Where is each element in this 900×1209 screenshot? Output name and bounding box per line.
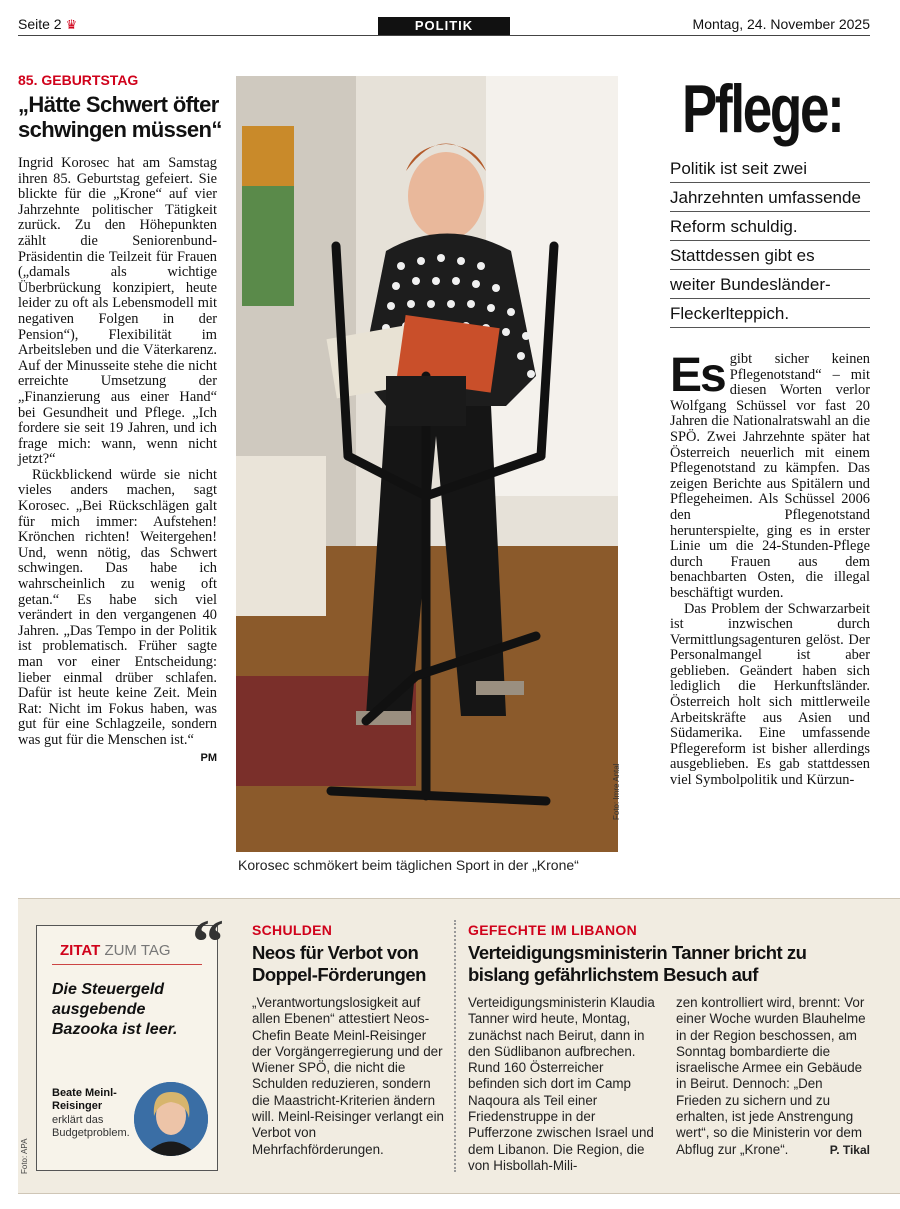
quote-label bbox=[60, 942, 171, 959]
right-paragraph-2: Das Problem der Schwarzarbeit ist inzwischen durch Vermittlungsagenturen gelöst. Der Personalmangel ist aber geblieben. Geändert haben sich lediglich die Herkunftsländer. Österreich holt sich mittlerweile Arbeitskräfte aus Asien und Südamerika. Eine umfassende Pflegereform ist bisher allerdings ausgeblieben. Es gab stattdessen viel Symbolpolitik und Kürzun- bbox=[670, 600, 870, 789]
libanon-kicker: GEFECHTE IM LIBANON bbox=[468, 922, 638, 938]
right-paragraph-1 bbox=[670, 349, 870, 602]
quote-photo-credit: Foto: APA bbox=[20, 1138, 29, 1174]
section-label: POLITIK bbox=[378, 17, 510, 35]
quotation-mark-icon: “ bbox=[192, 906, 224, 977]
deck-line: Fleckerlteppich. bbox=[670, 299, 870, 328]
left-paragraph-2-text: Rückblickend würde sie nicht vieles anders machen, sagt Korosec. „Bei Rückschlägen galt für mich immer: Aufstehen! Krönchen richten! Weitergehen! Und, wenn nötig, das Schwert schwingen. Das habe ich wahrscheinlich zu wenig oft getan.“ Es habe sich viel verändert in den vergangenen 40 Jahren. „Das Tempo in der Politik ist problematisch. Früher sagte man vor einer Entscheidung: lieber einmal drüber schlafen. Dafür ist heute keine Zeit. Mein Rat: Nicht im Fokus haben, was gut für eine Schlagzeile, sondern was gut für die Menschen ist.“ bbox=[18, 466, 217, 748]
schulden-kicker: SCHULDEN bbox=[252, 922, 333, 938]
photo-caption: Korosec schmökert beim täglichen Sport in der „Krone“ bbox=[238, 857, 579, 873]
left-headline: „Hätte Schwert öfter schwingen müssen“ bbox=[18, 92, 222, 142]
libanon-signature: P. Tikal bbox=[829, 1142, 870, 1157]
deck-line: Politik ist seit zwei bbox=[670, 154, 870, 183]
drop-cap: Es bbox=[670, 349, 725, 402]
libanon-column-2 bbox=[676, 995, 870, 1158]
quote-author: Beate Meinl-Reisinger bbox=[52, 1087, 117, 1112]
left-paragraph-2 bbox=[18, 466, 217, 764]
crown-icon: ♛ bbox=[65, 17, 78, 32]
libanon-column-1: Verteidigungsministerin Klaudia Tanner wird heute, Montag, zunächst nach Beirut, dann in den Südlibanon aufbrechen. Rund 160 Österreicher befinden sich dort im Camp Naqoura als Teil einer Friedenstruppe in der Pufferzone zwischen Israel und dem Libanon. Die Region, die von Hisbollah-Mili- bbox=[468, 995, 655, 1173]
page-header bbox=[18, 14, 870, 36]
right-body bbox=[670, 349, 870, 789]
page-number bbox=[18, 16, 77, 33]
quote-author-role: erklärt das Budgetproblem. bbox=[52, 1114, 130, 1139]
quote-label-grey: ZUM TAG bbox=[104, 942, 171, 959]
photo-illustration bbox=[236, 76, 618, 852]
libanon-headline: Verteidigungsministerin Tanner bricht zu bislang gefährlichstem Besuch auf bbox=[468, 942, 807, 985]
schulden-headline: Neos für Verbot von Doppel-Förderungen bbox=[252, 942, 426, 985]
column-divider bbox=[454, 920, 456, 1172]
deck-line: Reform schuldig. bbox=[670, 212, 870, 241]
libanon-column-2-text: zen kontrolliert wird, brennt: Vor einer Woche wurden Blauhelme in der Region beschossen, am Sonntag bombardierte die israelische Armee ein Gebäude in Beirut. Dennoch: „Den Frieden zu sichern und zu erhalten, ist jede Anstrengung wert“, so die Ministerin vor dem Abflug zur „Krone“. bbox=[676, 995, 866, 1157]
avatar bbox=[134, 1082, 208, 1156]
right-paragraph-1-text: gibt sicher keinen Pflegenotstand“ – mit diesen Worten verlor Wolfgang Schüssel vor fast 20 Jahren die Nationalratswahl an die SPÖ. Zwei Jahrzehnte später hat Österreich neuerlich mit einem Pflegenotstand zu kämpfen. Das zeigen Berichte aus Spitälern und Pflegeheimen. Als Schüssel 2006 den Pflegenotstand herunterspielte, ging es in erster Linie um die 24-Stunden-Pflege durch Frauen aus dem benachbarten Osten, die illegal beschäftigt wurden. bbox=[670, 351, 870, 601]
deck-line: Jahrzehnten umfassende bbox=[670, 183, 870, 212]
quote-text: Die Steuergeld ausgebende Bazooka ist leer. bbox=[52, 981, 178, 1038]
quote-divider bbox=[52, 964, 202, 965]
issue-date: Montag, 24. November 2025 bbox=[692, 16, 870, 32]
left-signature: PM bbox=[200, 751, 217, 764]
left-paragraph-1: Ingrid Korosec hat am Samstag ihren 85. Geburtstag gefeiert. Sie blickte für die „Krone“ auf vier Jahrzehnte politischer Tätigkeit zurück. Zu den Höhepunkten zählt die Seniorenbund-Präsidentin die Teilzeit für Frauen („damals als wichtige Überbrückung konzipiert, heute leider zu oft als Lebensmodell mit negativen Folgen in der Pension“), Flexibilität im Arbeitsleben und die Väterkarenz. Auf der Minusseite stehe die nicht erreichte Umsetzung der „Finanzierung aus einer Hand“ bei Gesundheit und Pflege. „Ich fordere sie seit 19 Jahren, und ich frage mich: wann, wenn nicht jetzt?“ bbox=[18, 155, 217, 468]
schulden-text: „Verantwortungslosigkeit auf allen Ebenen“ attestiert Neos-Chefin Beate Meinl-Reisinger der Vorgängerregierung und der Wiener SPÖ, die nicht die Schulden reduzieren, sondern die Maastricht-Kriterien ändern will. Meinl-Reisinger verlangt ein Verbot von Mehrfachförderungen. bbox=[252, 995, 445, 1157]
deck-line: Stattdessen gibt es bbox=[670, 241, 870, 270]
photo-credit: Foto: Imre Antal bbox=[612, 763, 621, 820]
right-deck bbox=[670, 154, 870, 328]
right-headline: Pflege: bbox=[682, 71, 843, 147]
main-photo bbox=[236, 76, 618, 852]
left-kicker: 85. GEBURTSTAG bbox=[18, 72, 139, 88]
left-body bbox=[18, 156, 217, 766]
avatar-illustration bbox=[134, 1082, 208, 1156]
deck-line: weiter Bundesländer- bbox=[670, 270, 870, 299]
page-label: Seite 2 bbox=[18, 16, 62, 32]
quote-label-red: ZITAT bbox=[60, 942, 101, 959]
